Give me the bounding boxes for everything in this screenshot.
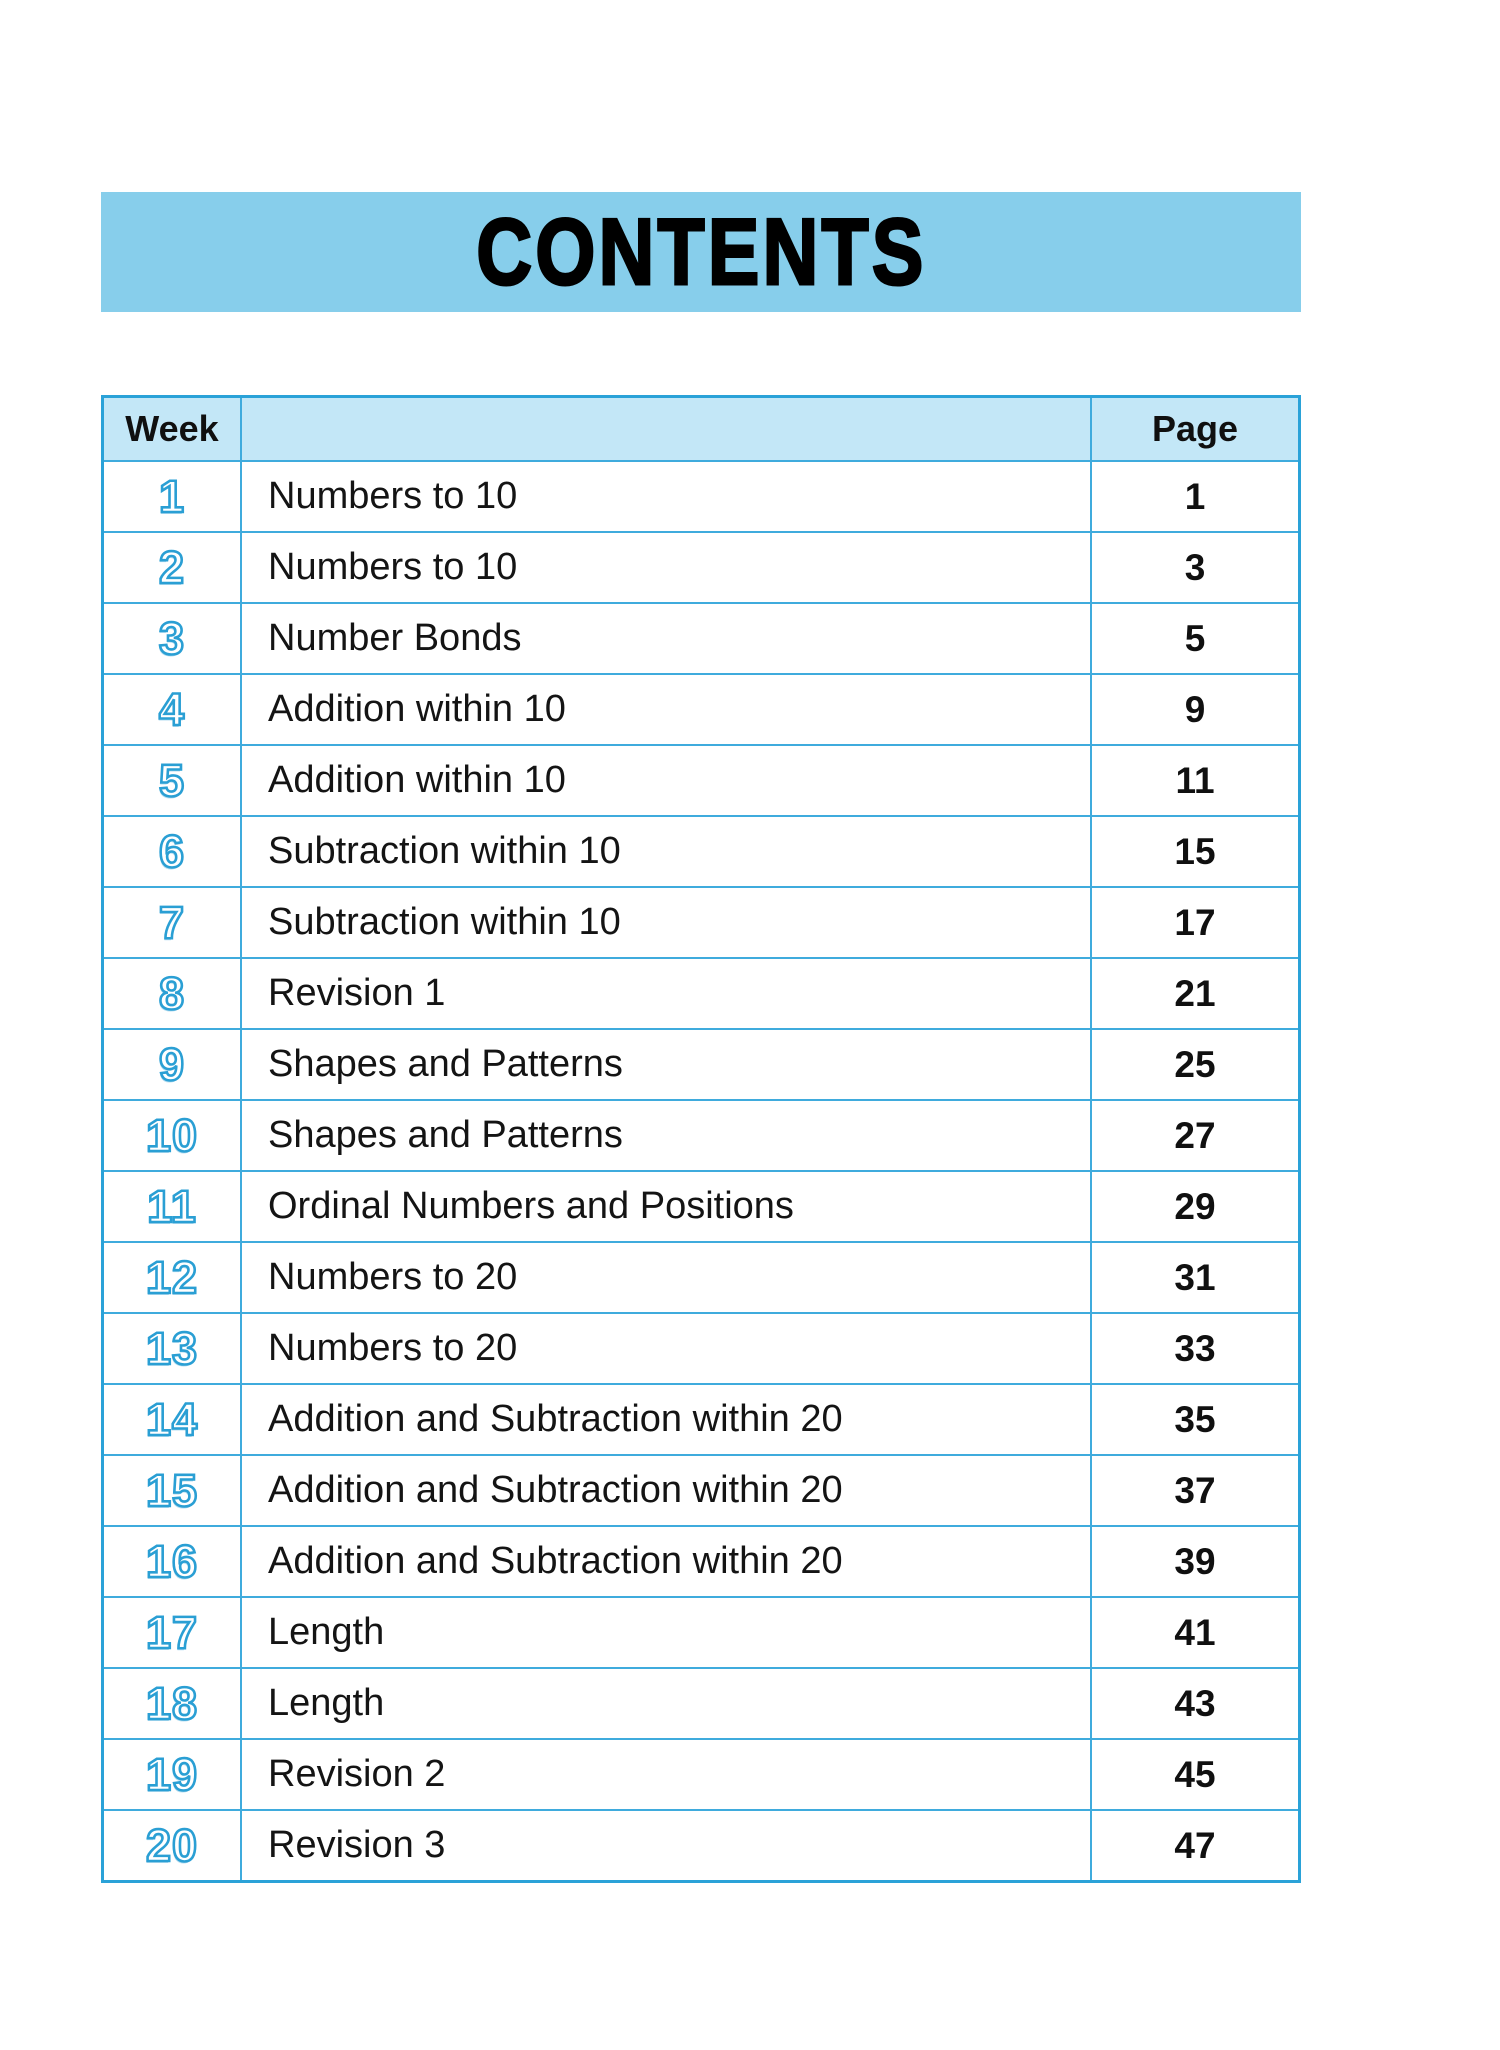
week-column-header: Week [125, 408, 219, 449]
table-row [104, 886, 1298, 957]
week-cell [104, 1030, 242, 1099]
table-row [104, 673, 1298, 744]
page-cell [1092, 1030, 1298, 1099]
topic-cell [242, 1456, 1092, 1525]
table-row [104, 460, 1298, 531]
week-cell [104, 1527, 242, 1596]
topic-cell [242, 1101, 1092, 1170]
topic-cell [242, 533, 1092, 602]
topic-cell [242, 959, 1092, 1028]
week-number: 7 [158, 897, 186, 948]
topic-label: Addition and Subtraction within 20 [268, 1469, 843, 1511]
topic-label: Revision 3 [268, 1824, 446, 1866]
topic-label: Shapes and Patterns [268, 1114, 623, 1156]
week-cell [104, 604, 242, 673]
page-cell [1092, 1669, 1298, 1738]
topic-label: Number Bonds [268, 617, 522, 659]
table-row [104, 957, 1298, 1028]
page-cell [1092, 604, 1298, 673]
page-cell [1092, 1314, 1298, 1383]
table-row [104, 1809, 1298, 1880]
week-cell [104, 1172, 242, 1241]
week-number: 3 [158, 613, 186, 664]
page-number: 25 [1174, 1043, 1216, 1085]
week-number: 11 [147, 1181, 197, 1232]
week-cell [104, 533, 242, 602]
week-number: 16 [145, 1536, 199, 1587]
week-number: 6 [158, 826, 186, 877]
table-row [104, 1738, 1298, 1809]
week-number: 4 [158, 684, 186, 735]
page-cell [1092, 533, 1298, 602]
table-row [104, 1454, 1298, 1525]
page-column-header: Page [1151, 408, 1239, 449]
topic-cell [242, 604, 1092, 673]
table-row [104, 1170, 1298, 1241]
week-cell [104, 1669, 242, 1738]
page-number: 37 [1174, 1469, 1216, 1511]
topic-cell [242, 1669, 1092, 1738]
topic-cell [242, 1243, 1092, 1312]
week-number: 8 [158, 968, 186, 1019]
week-header-cell [104, 398, 242, 460]
table-row [104, 602, 1298, 673]
topic-label: Addition within 10 [268, 759, 566, 801]
page-number: 35 [1174, 1398, 1216, 1440]
week-number: 20 [145, 1820, 199, 1871]
page-cell [1092, 1456, 1298, 1525]
week-cell [104, 675, 242, 744]
table-row [104, 815, 1298, 886]
page-cell [1092, 1243, 1298, 1312]
page-title: CONTENTS [475, 199, 927, 304]
page-number: 29 [1174, 1185, 1216, 1227]
topic-label: Addition and Subtraction within 20 [268, 1398, 843, 1440]
week-number: 15 [145, 1465, 199, 1516]
page-cell [1092, 1598, 1298, 1667]
topic-cell [242, 746, 1092, 815]
week-number: 12 [145, 1252, 199, 1303]
page-number: 43 [1174, 1682, 1216, 1724]
table-row [104, 1667, 1298, 1738]
week-cell [104, 1456, 242, 1525]
page-header-cell [1092, 398, 1298, 460]
week-cell [104, 1101, 242, 1170]
table-row [104, 531, 1298, 602]
week-number: 17 [145, 1607, 199, 1658]
week-cell [104, 959, 242, 1028]
week-cell [104, 888, 242, 957]
week-number: 14 [145, 1394, 199, 1445]
topic-cell [242, 462, 1092, 531]
week-number: 5 [158, 755, 186, 806]
page-number: 45 [1174, 1753, 1216, 1795]
topic-label: Ordinal Numbers and Positions [268, 1185, 794, 1227]
page-number: 1 [1184, 475, 1206, 517]
page-number: 27 [1174, 1114, 1216, 1156]
topic-label: Numbers to 10 [268, 475, 518, 517]
page-number: 9 [1184, 688, 1206, 730]
page-number: 17 [1174, 901, 1216, 943]
week-cell [104, 1243, 242, 1312]
page-cell [1092, 817, 1298, 886]
page-cell [1092, 888, 1298, 957]
week-cell [104, 817, 242, 886]
week-number: 10 [145, 1110, 199, 1161]
week-number: 19 [145, 1749, 199, 1800]
topic-cell [242, 1598, 1092, 1667]
table-body [104, 460, 1298, 1880]
topic-label: Revision 2 [268, 1753, 446, 1795]
topic-label: Length [268, 1682, 385, 1724]
page-number: 21 [1174, 972, 1216, 1014]
week-cell [104, 746, 242, 815]
week-number: 18 [145, 1678, 199, 1729]
table-row [104, 1312, 1298, 1383]
week-number: 13 [145, 1323, 199, 1374]
topic-cell [242, 1385, 1092, 1454]
week-number: 9 [158, 1039, 186, 1090]
week-cell [104, 1385, 242, 1454]
page-number: 39 [1174, 1540, 1216, 1582]
topic-label: Addition and Subtraction within 20 [268, 1540, 843, 1582]
page-cell [1092, 1527, 1298, 1596]
week-cell [104, 1740, 242, 1809]
week-cell [104, 1811, 242, 1880]
table-row [104, 1241, 1298, 1312]
table-row [104, 1383, 1298, 1454]
topic-label: Numbers to 20 [268, 1256, 518, 1298]
table-row [104, 1099, 1298, 1170]
topic-header-cell [242, 398, 1092, 460]
page-cell [1092, 1740, 1298, 1809]
week-number: 1 [158, 471, 186, 522]
page-number: 41 [1174, 1611, 1216, 1653]
topic-label: Revision 1 [268, 972, 446, 1014]
page-number: 33 [1174, 1327, 1216, 1369]
page-number: 15 [1174, 830, 1216, 872]
table-header-row [104, 398, 1298, 460]
topic-cell [242, 817, 1092, 886]
topic-cell [242, 1030, 1092, 1099]
week-number: 2 [158, 542, 186, 593]
topic-cell [242, 1527, 1092, 1596]
page-number: 3 [1184, 546, 1206, 588]
week-cell [104, 462, 242, 531]
page-cell [1092, 746, 1298, 815]
page-number: 31 [1174, 1256, 1216, 1298]
topic-label: Numbers to 10 [268, 546, 518, 588]
table-row [104, 1525, 1298, 1596]
topic-label: Subtraction within 10 [268, 901, 621, 943]
table-row [104, 1028, 1298, 1099]
page-number: 47 [1174, 1824, 1216, 1866]
page-cell [1092, 675, 1298, 744]
topic-cell [242, 1172, 1092, 1241]
contents-banner [101, 192, 1301, 312]
topic-cell [242, 675, 1092, 744]
topic-cell [242, 1811, 1092, 1880]
topic-label: Length [268, 1611, 385, 1653]
page-number: 5 [1184, 617, 1206, 659]
topic-cell [242, 1740, 1092, 1809]
topic-label: Subtraction within 10 [268, 830, 621, 872]
page-cell [1092, 1811, 1298, 1880]
table-row [104, 1596, 1298, 1667]
topic-label: Numbers to 20 [268, 1327, 518, 1369]
page-number: 11 [1175, 759, 1215, 801]
topic-label: Addition within 10 [268, 688, 566, 730]
week-cell [104, 1598, 242, 1667]
topic-cell [242, 1314, 1092, 1383]
page-cell [1092, 462, 1298, 531]
page-cell [1092, 1101, 1298, 1170]
page-cell [1092, 1385, 1298, 1454]
week-cell [104, 1314, 242, 1383]
topic-cell [242, 888, 1092, 957]
table-row [104, 744, 1298, 815]
contents-table [101, 395, 1301, 1883]
page-cell [1092, 959, 1298, 1028]
topic-label: Shapes and Patterns [268, 1043, 623, 1085]
page-cell [1092, 1172, 1298, 1241]
